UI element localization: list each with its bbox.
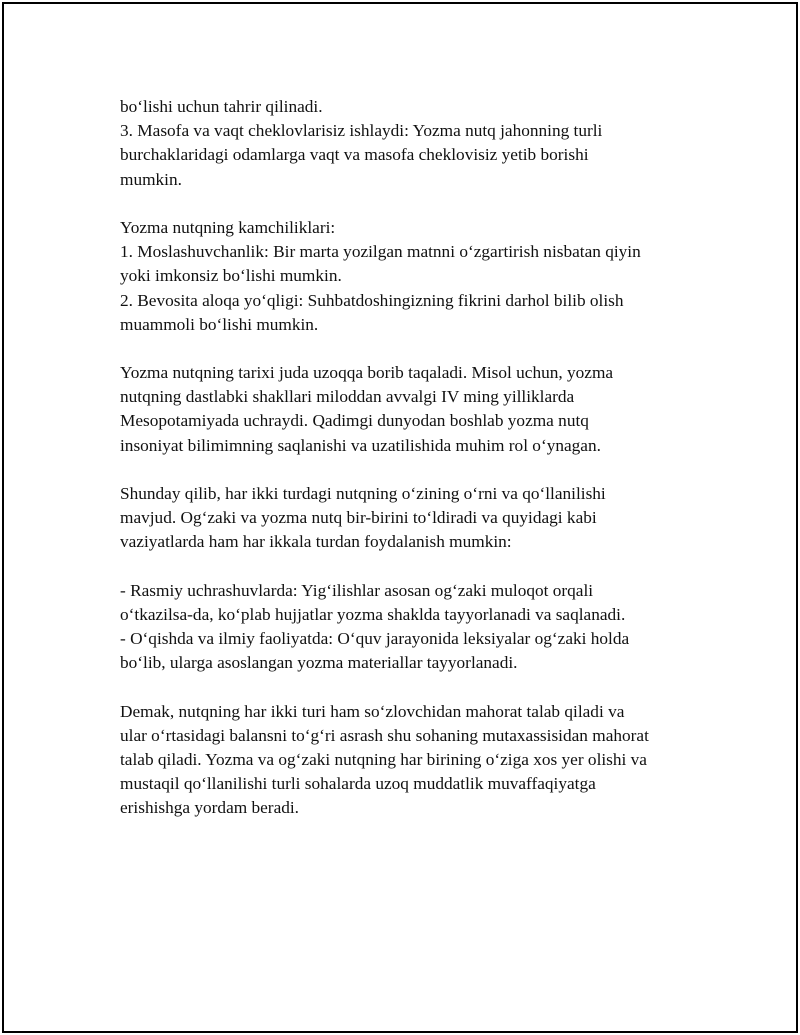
text-line: mumkin. bbox=[120, 169, 182, 189]
text-line: ular o‘rtasidagi balansni to‘g‘ri asrash shu sohaning mutaxassisidan mahorat bbox=[120, 725, 649, 745]
text-line: yoki imkonsiz bo‘lishi mumkin. bbox=[120, 266, 342, 286]
paragraph-situations-list bbox=[120, 579, 710, 676]
document-body bbox=[120, 95, 710, 821]
text-line: Yozma nutqning tarixi juda uzoqqa borib taqaladi. Misol uchun, yozma bbox=[120, 363, 614, 383]
text-line: Demak, nutqning har ikki turi ham so‘zlovchidan mahorat talab qiladi va bbox=[120, 701, 625, 721]
text-line: o‘tkazilsa-da, ko‘plab hujjatlar yozma shaklda tayyorlanadi va saqlanadi. bbox=[120, 604, 626, 624]
paragraph-summary bbox=[120, 482, 710, 555]
text-line: vaziyatlarda ham har ikkala turdan foydalanish mumkin: bbox=[120, 532, 512, 552]
text-line: insoniyat bilimimning saqlanishi va uzatilishida muhim rol o‘ynagan. bbox=[120, 435, 601, 455]
text-line: burchaklaridagi odamlarga vaqt va masofa cheklovisiz yetib borishi bbox=[120, 145, 589, 165]
text-line: nutqning dastlabki shakllari miloddan avvalgi IV ming yilliklarda bbox=[120, 387, 575, 407]
text-line: muammoli bo‘lishi mumkin. bbox=[120, 314, 319, 334]
paragraph-previous-continuation bbox=[120, 95, 710, 192]
text-line: bo‘lib, ularga asoslangan yozma materiallar tayyorlanadi. bbox=[120, 653, 518, 673]
paragraph-history bbox=[120, 361, 710, 458]
paragraph-spacer bbox=[120, 192, 710, 216]
text-line: erishishga yordam beradi. bbox=[120, 798, 299, 818]
text-line: mavjud. Og‘zaki va yozma nutq bir-birini to‘ldiradi va quyidagi kabi bbox=[120, 508, 597, 528]
section-heading: Yozma nutqning kamchiliklari: bbox=[120, 217, 336, 237]
page-frame bbox=[2, 2, 798, 1033]
text-line: mustaqil qo‘llanilishi turli sohalarda uzoq muddatlik muvaffaqiyatga bbox=[120, 774, 596, 794]
list-item: - Rasmiy uchrashuvlarda: Yig‘ilishlar asosan og‘zaki muloqot orqali bbox=[120, 580, 594, 600]
text-line: bo‘lishi uchun tahrir qilinadi. bbox=[120, 97, 323, 116]
paragraph-spacer bbox=[120, 458, 710, 482]
text-line: Mesopotamiyada uchraydi. Qadimgi dunyodan boshlab yozma nutq bbox=[120, 411, 589, 431]
list-item: - O‘qishda va ilmiy faoliyatda: O‘quv jarayonida leksiyalar og‘zaki holda bbox=[120, 629, 630, 649]
paragraph-spacer bbox=[120, 555, 710, 579]
paragraph-disadvantages bbox=[120, 216, 710, 337]
text-line: talab qiladi. Yozma va og‘zaki nutqning har birining o‘ziga xos yer olishi va bbox=[120, 750, 647, 770]
text-line: 1. Moslashuvchanlik: Bir marta yozilgan matnni o‘zgartirish nisbatan qiyin bbox=[120, 242, 641, 262]
text-line: Shunday qilib, har ikki turdagi nutqning o‘zining o‘rni va qo‘llanilishi bbox=[120, 484, 606, 503]
paragraph-spacer bbox=[120, 676, 710, 700]
paragraph-conclusion bbox=[120, 700, 710, 821]
text-line: 2. Bevosita aloqa yo‘qligi: Suhbatdoshingizning fikrini darhol bilib olish bbox=[120, 290, 624, 310]
text-line: 3. Masofa va vaqt cheklovlarisiz ishlaydi: Yozma nutq jahonning turli bbox=[120, 121, 603, 141]
paragraph-spacer bbox=[120, 337, 710, 361]
